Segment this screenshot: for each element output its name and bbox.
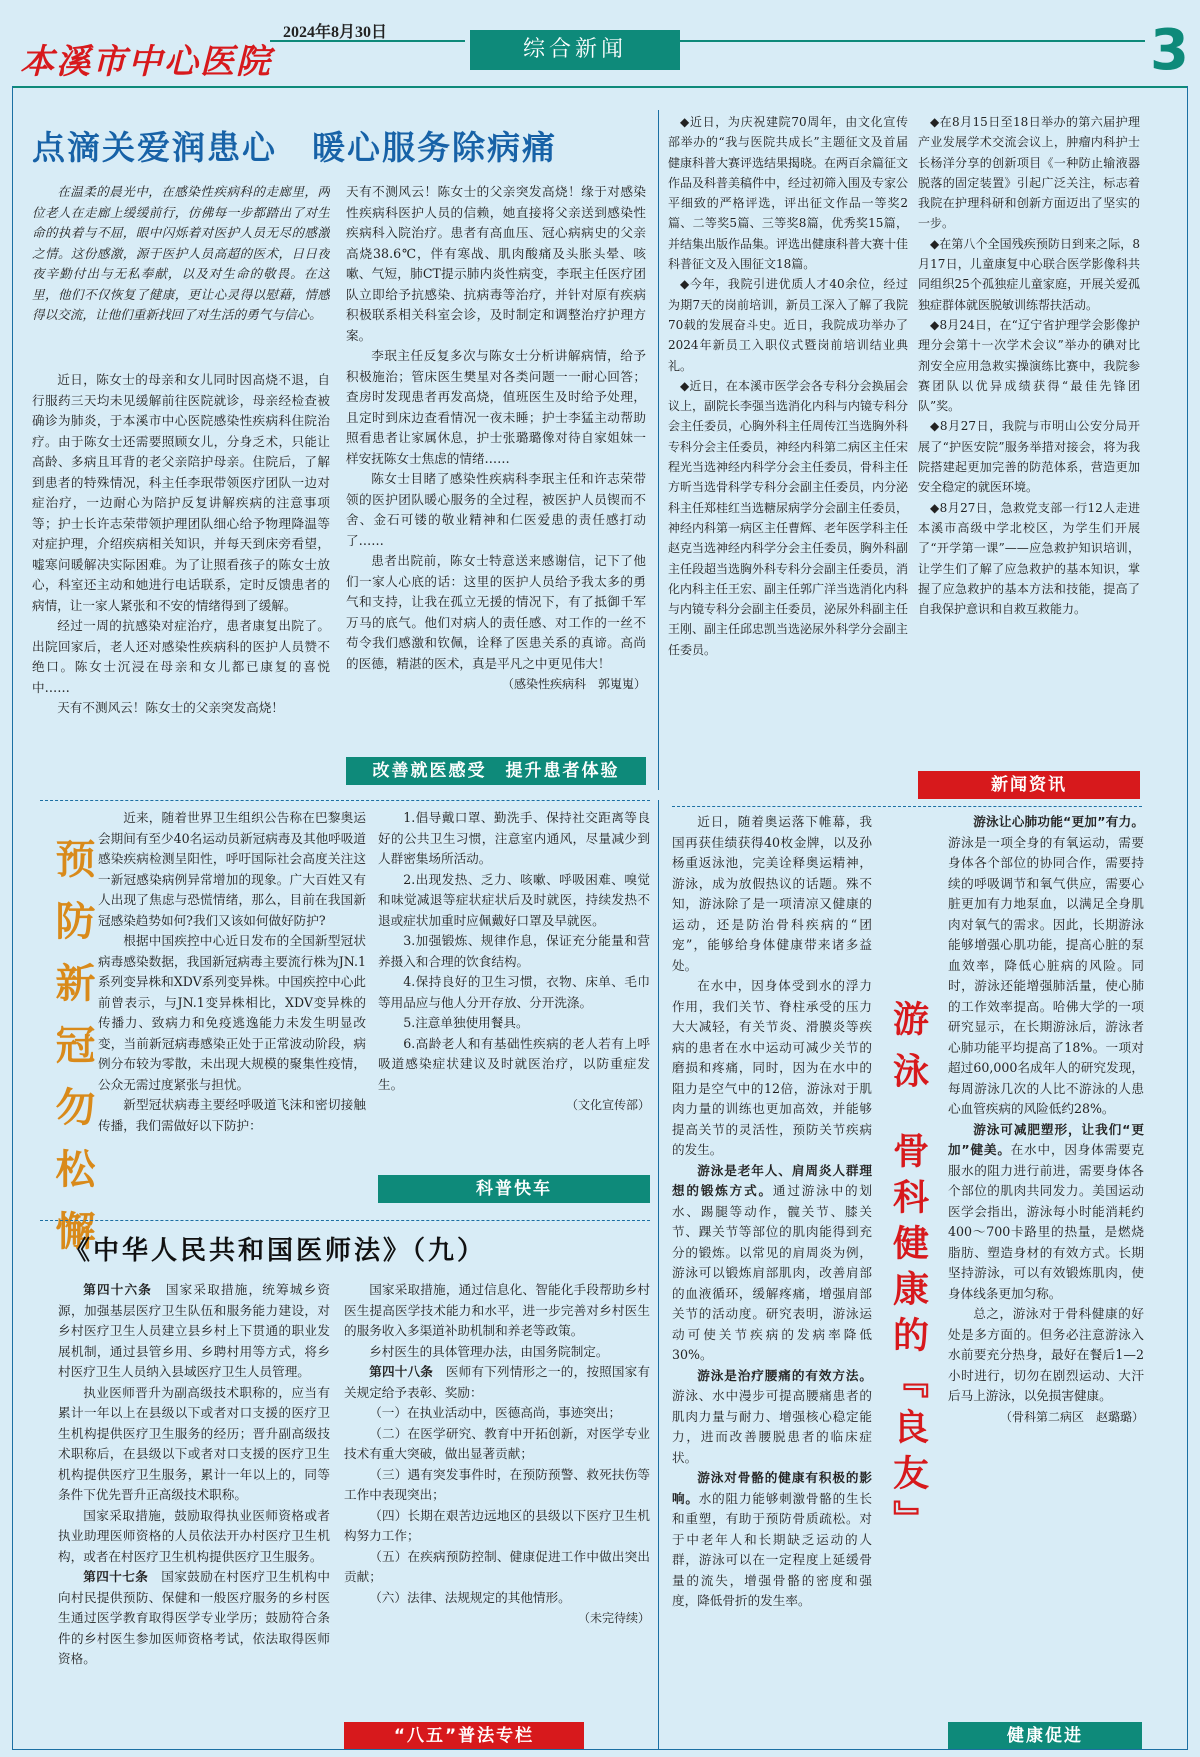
- swim-h2: 游泳是治疗腰痛的有效方法。: [697, 1367, 872, 1383]
- swim-p3: [672, 1161, 872, 1366]
- article1-p1: 近日，陈女士的母亲和女儿同时因高烧不退，自行服药三天均未见缓解前往医院就诊，母亲经检查被确诊为肺炎，于本溪市中心医院感染性疾病科住院治疗。由于陈女士还需要照顾女儿，分身乏术，只能让高龄、多病且耳背的老父亲陪护母亲。住院后，了解到患者的特殊情况，科主任李珉带领医疗团队一边对症治疗，一边耐心为陪护反复讲解疾病的注意事项等；护士长许志荣带领护理团队细心给予物理降温等对症护理，介绍疾病相关知识，并每天到床旁看望，嘘寒问暖解决实际困难。为了让照看孩子的陈女士放心，科室还主动和她进行电话联系，定时反馈患者的病情，让一家人紧张和不安的情绪得到了缓解。: [32, 372, 330, 613]
- covid-col1: [98, 808, 366, 1136]
- article1-p6: 患者出院前，陈女士特意送来感谢信，记下了他们一家人心底的话：这里的医护人员给予我太多的勇气和支持，让我在孤立无援的情况下，有了抵御千军万马的底气。他们对病人的责任感、对工作的一丝不苟令我们感激和钦佩，诠释了医患关系的真谛。高尚的医德，精湛的医术，真是平凡之中更见伟大！: [346, 553, 646, 671]
- swim-tag: 健康促进: [948, 1722, 1142, 1750]
- header-rule: [270, 40, 465, 42]
- covid-item-2: 2.出现发热、乏力、咳嗽、呼吸困难、嗅觉和味觉减退等症状症状后及时就医，持续发热不退或症状加重时应佩戴好口罩及早就医。: [378, 871, 650, 928]
- masthead: [0, 0, 1200, 100]
- law-item-2: （二）在医学研究、教育中开拓创新，对医学专业技术有重大突破，做出显著贡献；: [344, 1425, 650, 1461]
- covid-col2: [378, 808, 650, 1116]
- law-a46-head: 第四十六条: [83, 1282, 153, 1297]
- article1-title: 点滴关爱润患心 暖心服务除病痛: [32, 128, 557, 167]
- swim-p1: 近日，随着奥运落下帷幕，我国再获佳绩获得40枚金牌，以及孙杨重返泳池，完美诠释奥运精神，游泳，成为放假热议的话题。殊不知，游泳除了是一项清凉又健康的运动，还是防治骨科疾病的“团宠”，能够给身体健康带来诸多益处。: [672, 814, 872, 973]
- swim-title-2: 骨科健康的『良友』: [887, 1132, 929, 1546]
- covid-p2: 根据中国疾控中心近日发布的全国新型冠状病毒感染数据，我国新冠病毒主要流行株为JN.1系列变异株和XDV系列变异株。中国疾控中心此前曾表示，与JN.1变异株相比，XDV变异株的传播力、致病力和免疫逃逸能力未发生明显改变，当前新冠病毒感染正处于正常波动阶段，病例分布较为零散，未出现大规模的聚集性疫情，公众无需过度紧张与担忧。: [98, 933, 366, 1092]
- law-a47c: 乡村医生的具体管理办法，由国务院制定。: [369, 1343, 609, 1359]
- divider: [658, 800, 659, 1750]
- swim-p2: 在水中，因身体受到水的浮力作用，我们关节、脊柱承受的压力大大减轻，有关节炎、滑膜炎等疾病的患者在水中运动可减少关节的磨损和疼痛，同时，因为在水中的阻力是空气中的12倍，游泳对于肌肉力量的训练也更加高效，并能够提高关节的灵活性，预防关节疾病的发生。: [672, 978, 872, 1157]
- news-item-5: ◆在第八个全国残疾预防日到来之际，8月17日，儿童康复中心联合医学影像科共同组织25个孤独症儿童家庭，开展关爱孤独症群体就医脱敏训练帮扶活动。: [918, 236, 1140, 312]
- covid-p3: 新型冠状病毒主要经呼吸道飞沫和密切接触传播，我们需做好以下防护：: [98, 1097, 366, 1133]
- article1-p4: 李珉主任反复多次与陈女士分析讲解病情，给予积极施治；管床医生樊星对各类问题一一耐心回答；查房时发现患者再发高烧，值班医生及时给予处理，且定时到床边查看情况一夜未睡；护士李猛主动帮助照看患者让家属休息，护士张璐璐像对待自家姐妹一样安抚陈女士焦虑的情绪……: [346, 348, 646, 466]
- news-item-6: ◆8月24日，在“辽宁省护理学会影像护理分会第十一次学术会议”举办的碘对比剂安全应用急救实操演练比赛中，我院参赛团队以优异成绩获得“最佳先锋团队”奖。: [918, 317, 1140, 414]
- news-item-8: ◆8月27日，急救党支部一行12人走进本溪市高级中学北校区，为学生们开展了“开学第一课”——应急救护知识培训，让学生们了解了应急救护的基本知识，掌握了应急救护的基本方法和技能，提高了自我保护意识和自救互救能力。: [918, 500, 1140, 617]
- swim-p8: 总之，游泳对于骨科健康的好处是多方面的。但务必注意游泳入水前要充分热身，最好在餐后1—2小时进行，切勿在剧烈运动、大汗后马上游泳，以免损害健康。: [948, 1306, 1144, 1403]
- article1-col1: [32, 370, 330, 719]
- swim-p6-text: 游泳是一项全身的有氧运动，需要身体各个部位的协同合作，需要持续的呼吸调节和氧气供应，需要心脏更加有力地泵血，以满足全身肌肉对氧气的需求。因此，长期游泳能够增强心肌功能，提高心脏的泵血效率，降低心脏病的风险。同时，游泳还能增强肺活量，使心肺的工作效率提高。哈佛大学的一项研究显示，在长期游泳后，游泳者心肺功能平均提高了18%。一项对超过60,000名成年人的研究发现，每周游泳几次的人比不游泳的人患心血管疾病的风险低约28%。: [948, 834, 1144, 1116]
- swim-p5: [672, 1468, 872, 1612]
- covid-item-4: 4.保持良好的卫生习惯，衣物、床单、毛巾等用品应与他人分开存放、分开洗涤。: [378, 974, 650, 1010]
- swim-p7-text: 在水中，因身体需要克服水的阻力进行前进，需要身体各个部位的肌肉共同发力。美国运动医学会指出，游泳每小时能消耗约400～700卡路里的热量，是燃烧脂肪、塑造身材的有效方式。长期坚持游泳，可以有效锻炼肌肉，使身体线条更加匀称。: [948, 1142, 1144, 1301]
- swim-p5-text: 水的阻力能够刺激骨骼的生长和重塑，有助于预防骨质疏松。对于中老年人和长期缺乏运动的人群，游泳可以在一定程度上延缓骨量的流失，增强骨骼的密度和强度，降低骨折的发生率。: [672, 1490, 872, 1608]
- law-a47b: 国家采取措施，通过信息化、智能化手段帮助乡村医生提高医学技术能力和水平，进一步完善对乡村医生的服务收入多渠道补助机制和养老等政策。: [344, 1282, 650, 1338]
- page-number: 3: [1150, 18, 1189, 83]
- article1-tag: 改善就医感受 提升患者体验: [346, 757, 646, 785]
- law-a48: [344, 1362, 650, 1403]
- covid-item-3: 3.加强锻炼、规律作息，保证充分能量和营养摄入和合理的饮食结构。: [378, 933, 650, 969]
- law-a47-head: 第四十七条: [83, 1569, 149, 1584]
- law-a48-head: 第四十八条: [369, 1364, 434, 1379]
- article1-lead: [32, 182, 330, 326]
- article1-p3: 天有不测风云！陈女士的父亲突发高烧！缘于对感染性疾病科医护人员的信赖，她直接将父亲送到感染性疾病科入院治疗。患者有高血压、冠心病病史的父亲高烧38.6℃，伴有寒战、肌肉酸痛及头胀头晕、咳嗽、气短，肺CT提示肺内炎性病变，李珉主任医疗团队立即给予抗感染、抗病毒等治疗，并针对原有疾病积极联系相关科室会诊，及时制定和调整治疗护理方案。: [346, 184, 646, 343]
- covid-p1: 近来，随着世界卫生组织公告称在巴黎奥运会期间有至少40名运动员新冠病毒及其他呼吸道感染疾病检测呈阳性，呼吁国际社会高度关注这一新冠感染病例异常增加的现象。广大百姓又有人出现了焦虑与恐慌情绪，那么，目前在我国新冠感染趋势如何?我们又该如何做好防护?: [98, 810, 366, 928]
- section-banner: [470, 30, 680, 70]
- swim-p6: [948, 812, 1144, 1120]
- covid-item-5: 5.注意单独使用餐具。: [403, 1015, 529, 1030]
- law-a46: [58, 1280, 330, 1383]
- swim-p4: [672, 1366, 872, 1469]
- swim-signature: （骨科第二病区 赵璐璐）: [999, 1409, 1144, 1424]
- divider: [40, 1220, 650, 1221]
- law-a48-text: 医师有下列情形之一的，按照国家有关规定给予表彰、奖励：: [344, 1364, 650, 1400]
- article1-signature: （感染性疾病科 郭嵬嵬）: [501, 677, 646, 691]
- law-tag: “八五”普法专栏: [344, 1722, 584, 1750]
- article1-lead-text: 在温柔的晨光中，在感染性疾病科的走廊里，两位老人在走廊上缓缓前行，仿佛每一步都踏出了对生命的执着与不屈，眼中闪烁着对医护人员无尽的感激之情。这份感激，源于医护人员高超的医术，日日夜夜辛勤付出与无私奉献，以及对生命的敬畏。在这里，他们不仅恢复了健康，更让心灵得以慰藉，情感得以交流，让他们重新找回了对生活的勇气与信心。: [32, 184, 330, 322]
- swim-h3: 游泳对骨骼的健康有积极的影响。: [672, 1470, 872, 1506]
- covid-vertical-title: [42, 838, 102, 1272]
- news-item-2: ◆今年，我院引进优质人才40余位，经过为期7天的岗前培训，新员工深入了解了我院70载的发展奋斗史。近日，我院成功举办了2024年新员工入职仪式暨岗前培训结业典礼。: [668, 277, 908, 373]
- news-item-3: ◆近日，在本溪市医学会各专科分会换届会议上，副院长李强当选消化内科与内镜专科分会主任委员，心胸外科主任周传江当选胸外科专科分会主任委员，神经内科第二病区主任宋程光当选神经内科学分会主任委员，骨科主任方昕当选骨科学专科分会副主任委员，内分泌科主任郑桂红当选糖尿病学分会副主任委员，神经内科第一病区主任曹辉、老年医学科主任赵克当选神经内科学分会主任委员，胸外科副主任段超当选胸外科专科分会副主任委员，消化内科主任王宏、副主任郭广洋当选消化内科与内镜专科分会副主任委员，泌尿外科副主任王刚、副主任邱忠凯当选泌尿外科学分会副主任委员。: [668, 378, 908, 657]
- law-a47: [58, 1567, 330, 1670]
- covid-item-6: 6.高龄老人和有基础性疾病的老人若有上呼吸道感染症状建议及时就医治疗，以防重症发生。: [378, 1035, 650, 1092]
- section-name: 综合新闻: [522, 37, 627, 62]
- law-a46b: 执业医师晋升为副高级技术职称的，应当有累计一年以上在县级以下或者对口支援的医疗卫生机构提供医疗卫生服务的经历；晋升副高级技术职称后，在县级以下或者对口支援的医疗卫生机构提供医疗卫生服务，累计一年以上的，同等条件下优先晋升正高级技术职称。: [58, 1384, 330, 1502]
- swim-col2: [948, 812, 1144, 1427]
- covid-title-text: 预防新冠勿松懈: [49, 838, 95, 1272]
- law-a46-text: 国家采取措施，统筹城乡资源，加强基层医疗卫生队伍和服务能力建设，对乡村医疗卫生人员建立县乡村上下贯通的职业发展机制，通过县管乡用、乡聘村用等方式，将乡村医疗卫生人员纳入县域医疗卫生人员管理。: [58, 1282, 330, 1379]
- news-item-1: ◆近日，为庆祝建院70周年，由文化宣传部举办的“我与医院共成长”主题征文及首届健康科普大赛评选结果揭晓。在两百余篇征文作品及科普美稿件中，经过初筛入围及专家公平细致的严格评选，评出征文作品一等奖2篇、二等奖5篇、三等奖8篇，优秀奖15篇，并结集出版作品集。评选出健康科普大赛十佳科普征文及入围征文18篇。: [668, 115, 908, 272]
- law-col1: [58, 1280, 330, 1670]
- divider: [40, 800, 650, 801]
- covid-signature: （文化宣传部）: [565, 1098, 650, 1112]
- hospital-name: 本溪市中心医院: [20, 42, 272, 82]
- law-col2: [344, 1280, 650, 1629]
- swim-p7: [948, 1120, 1144, 1305]
- swim-p3-text: 通过游泳中的划水、踢腿等动作，髋关节、膝关节、踝关节等部位的肌肉能得到充分的锻炼。以常见的肩周炎为例，游泳可以锻炼肩部肌肉，改善肩部的血液循环，缓解疼痛，增强肩部关节的活动度。研究表明，游泳运动可使关节疾病的发病率降低30%。: [672, 1183, 872, 1362]
- law-item-3: （三）遇有突发事件时，在预防预警、救死扶伤等工作中表现突出；: [344, 1466, 650, 1502]
- law-a46c: 国家采取措施，鼓励取得执业医师资格或者执业助理医师资格的人员依法开办村医疗卫生机构，或者在村医疗卫生机构提供医疗卫生服务。: [58, 1507, 330, 1564]
- divider: [672, 806, 1142, 807]
- covid-tag: 科普快车: [378, 1175, 650, 1203]
- divider: [658, 110, 659, 790]
- news-item-7: ◆8月27日，我院与市明山公安分局开展了“护医安院”服务举措对接会，将为我院搭建起更加完善的防范体系，营造更加安全稳定的就医环境。: [918, 419, 1140, 495]
- law-item-1: （一）在执业活动中，医德高尚，事迹突出；: [369, 1405, 622, 1420]
- article1-p2: 经过一周的抗感染对症治疗，患者康复出院了。出院回家后，老人还对感染性疾病科的医护人员赞不绝口。陈女士沉浸在母亲和女儿都已康复的喜悦中……: [32, 618, 330, 695]
- header-rule-right: [680, 40, 1145, 42]
- news-item-4: ◆在8月15日至18日举办的第六届护理产业发展学术交流会议上，肿瘤内科护士长杨洋分享的创新项目《一种防止输液器脱落的固定装置》引起广泛关注，标志着我院在护理科研和创新方面迈出了坚实的一步。: [918, 115, 1140, 231]
- header-bottom-line: [12, 86, 1188, 88]
- swim-title-1: 游泳: [887, 1000, 929, 1104]
- swim-p4-text: 游泳、水中漫步可提高腰痛患者的肌肉力量与耐力、增强核心稳定能力，进而改善腰脱患者的临床症状。: [672, 1388, 872, 1465]
- swim-col1: [672, 812, 872, 1612]
- law-item-4: （四）长期在艰苦边远地区的县级以下医疗卫生机构努力工作；: [344, 1507, 650, 1543]
- law-item-6: （六）法律、法规规定的其他情形。: [369, 1589, 571, 1605]
- article1-p5: 陈女士目睹了感染性疾病科李珉主任和许志荣带领的医护团队暖心服务的全过程，被医护人员锲而不舍、金石可镂的敬业精神和仁医爱患的责任感打动了……: [346, 471, 646, 548]
- swim-h5: 游泳可减肥塑形，让我们“更加”健美。: [948, 1121, 1144, 1157]
- swim-h1: 游泳是老年人、肩周炎人群理想的锻炼方式。: [672, 1162, 872, 1198]
- covid-item-1: 1.倡导戴口罩、勤洗手、保持社交距离等良好的公共卫生习惯，注意室内通风，尽量减少到人群密集场所活动。: [378, 810, 650, 866]
- issue-date: 2024年8月30日: [283, 24, 388, 41]
- law-a47-text: 国家鼓励在村医疗卫生机构中向村民提供预防、保健和一般医疗服务的乡村医生通过医学教育取得医学专业学历；鼓励符合条件的乡村医生参加医师资格考试，依法取得医师资格。: [58, 1569, 330, 1666]
- swim-h4: 游泳让心肺功能“更加”有力。: [973, 814, 1144, 829]
- article1-col2: [346, 182, 646, 695]
- article1-p3-start: 天有不测风云！陈女士的父亲突发高烧！: [57, 700, 284, 715]
- news-col2: [918, 112, 1140, 619]
- law-title: 《中华人民共和国医师法》（九）: [64, 1236, 487, 1266]
- swim-vertical-title: [878, 1000, 938, 1546]
- law-item-5: （五）在疾病预防控制、健康促进工作中做出突出贡献；: [344, 1548, 650, 1584]
- news-col1: [668, 112, 908, 660]
- law-signature: （未完待续）: [577, 1611, 650, 1625]
- news-tag: 新闻资讯: [918, 771, 1140, 799]
